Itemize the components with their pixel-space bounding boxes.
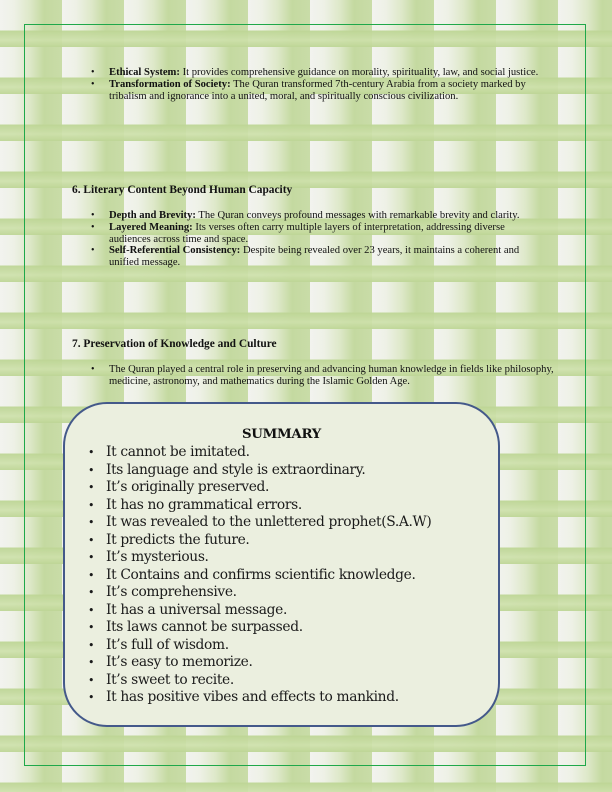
list-item bbox=[91, 245, 546, 269]
summary-item bbox=[88, 689, 431, 707]
summary-item-text: It Contains and confirms scientific knowledge. bbox=[106, 566, 416, 583]
list-item bbox=[91, 67, 546, 79]
bullet-icon: • bbox=[88, 463, 95, 477]
list-item bbox=[91, 222, 546, 246]
summary-item-text: It’s originally preserved. bbox=[106, 479, 270, 495]
item-term: Ethical System: bbox=[109, 67, 180, 78]
summary-item bbox=[88, 637, 431, 655]
summary-item bbox=[88, 619, 431, 637]
bullet-icon: • bbox=[88, 516, 95, 529]
bullet-icon: • bbox=[88, 498, 95, 512]
bullet-icon: • bbox=[88, 481, 95, 494]
item-term: Layered Meaning: bbox=[109, 221, 193, 233]
summary-item bbox=[88, 654, 431, 672]
summary-item bbox=[88, 672, 431, 690]
item-text: Its verses often carry multiple layers of interpretation, addressing diverse audiences across time and space. bbox=[109, 221, 505, 245]
summary-title: SUMMARY bbox=[242, 427, 321, 442]
summary-item-text: It cannot be imitated. bbox=[106, 444, 250, 460]
summary-item bbox=[88, 532, 431, 550]
summary-item-text: It has positive vibes and effects to mankind. bbox=[106, 689, 399, 705]
item-text: The Quran transformed 7th-century Arabia from a society marked by tribalism and ignorance into a united, moral, and spiritually conscious civilization. bbox=[109, 78, 526, 102]
bullet-icon: • bbox=[88, 551, 95, 564]
summary-list bbox=[88, 444, 431, 707]
bullet-icon: • bbox=[91, 364, 95, 375]
summary-item-text: It’s easy to memorize. bbox=[106, 654, 253, 670]
summary-item bbox=[88, 462, 431, 480]
list-item bbox=[91, 210, 546, 222]
summary-item bbox=[88, 584, 431, 602]
section-heading-6: 6. Literary Content Beyond Human Capacity bbox=[72, 184, 293, 196]
section5-list bbox=[91, 67, 546, 102]
bullet-icon: • bbox=[88, 656, 95, 669]
item-text: The Quran played a central role in preserving and advancing human knowledge in fields like philosophy, medicine, astronomy, and mathematics during the Islamic Golden Age. bbox=[109, 364, 554, 387]
summary-item bbox=[88, 567, 431, 585]
bullet-icon: • bbox=[88, 621, 95, 634]
item-text: It provides comprehensive guidance on morality, spirituality, law, and social justice. bbox=[179, 67, 539, 78]
bullet-icon: • bbox=[88, 638, 95, 652]
section6-list bbox=[91, 210, 546, 269]
bullet-icon: • bbox=[88, 533, 95, 547]
bullet-icon: • bbox=[91, 221, 95, 233]
summary-item-text: It’s full of wisdom. bbox=[106, 636, 229, 653]
summary-item bbox=[88, 549, 431, 567]
summary-item bbox=[88, 602, 431, 620]
bullet-icon: • bbox=[88, 446, 95, 459]
summary-item-text: It’s comprehensive. bbox=[106, 584, 237, 600]
summary-item bbox=[88, 497, 431, 515]
summary-item-text: It’s mysterious. bbox=[106, 549, 209, 565]
bullet-icon: • bbox=[88, 568, 95, 582]
section7-list bbox=[91, 364, 561, 388]
bullet-icon: • bbox=[88, 586, 95, 599]
bullet-icon: • bbox=[91, 245, 95, 257]
bullet-icon: • bbox=[91, 210, 95, 221]
summary-box bbox=[63, 402, 500, 727]
summary-item bbox=[88, 514, 431, 532]
summary-item bbox=[88, 444, 431, 462]
list-item bbox=[91, 364, 561, 388]
section-heading-7: 7. Preservation of Knowledge and Culture bbox=[72, 338, 277, 350]
summary-item-text: Its language and style is extraordinary. bbox=[106, 461, 366, 478]
item-term: Transformation of Society: bbox=[109, 78, 231, 90]
summary-item bbox=[88, 479, 431, 497]
bullet-icon: • bbox=[88, 603, 95, 617]
item-term: Depth and Brevity: bbox=[109, 210, 196, 221]
summary-item-text: It predicts the future. bbox=[106, 531, 250, 548]
summary-item-text: It has a universal message. bbox=[106, 601, 287, 618]
item-term: Self-Referential Consistency: bbox=[109, 245, 241, 257]
summary-item-text: Its laws cannot be surpassed. bbox=[106, 619, 303, 635]
item-text: Despite being revealed over 23 years, it maintains a coherent and unified message. bbox=[109, 245, 520, 269]
summary-item-text: It was revealed to the unlettered prophet(S.A.W) bbox=[106, 514, 432, 530]
bullet-icon: • bbox=[91, 78, 95, 90]
bullet-icon: • bbox=[91, 67, 95, 78]
bullet-icon: • bbox=[88, 673, 95, 687]
summary-item-text: It has no grammatical errors. bbox=[106, 496, 302, 513]
bullet-icon: • bbox=[88, 691, 95, 704]
summary-item-text: It’s sweet to recite. bbox=[106, 671, 234, 688]
item-text: The Quran conveys profound messages with remarkable brevity and clarity. bbox=[195, 210, 520, 221]
list-item bbox=[91, 79, 546, 103]
